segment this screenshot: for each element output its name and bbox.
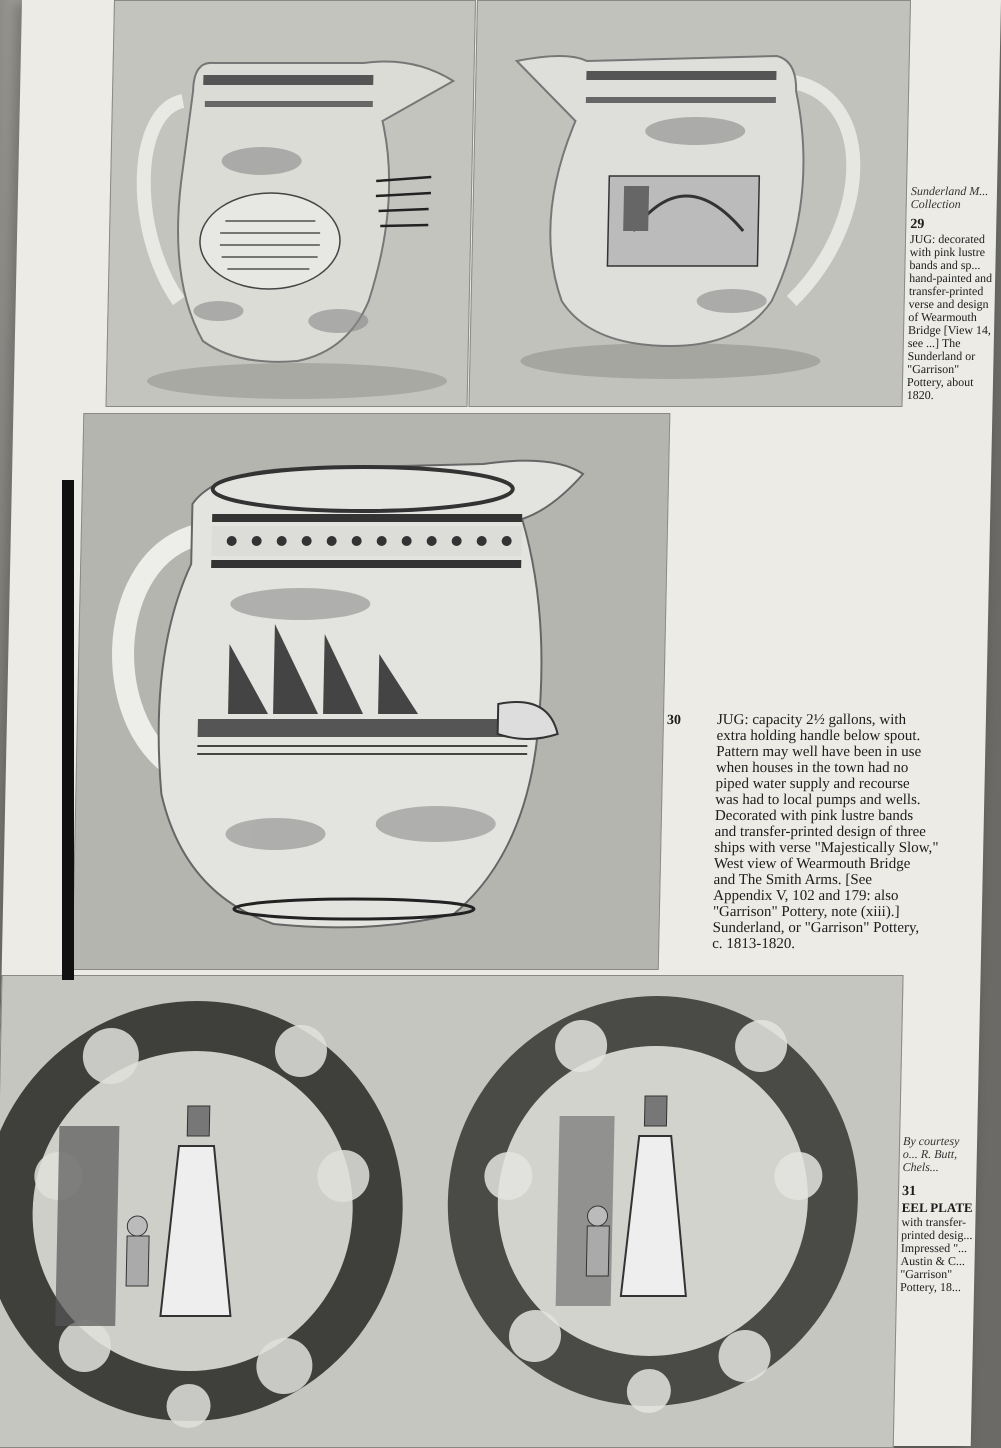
caption-31-courtesy: By courtesy o... R. Butt, Chels... [902, 1134, 960, 1174]
caption-29-text: JUG: decorated with pink lustre bands and sp... hand-painted and transfer-printed verse and design of Wearmouth Bridge [View 14, see ...] The Sunderland or "Garrison" Pottery, about 1820. [906, 232, 993, 402]
caption-30-line: when houses in the town had no [715, 760, 909, 776]
caption-29-number: 29 [910, 217, 925, 232]
caption-30-line: was had to local pumps and wells. [715, 792, 921, 808]
caption-29-collection: Sunderland M... Collection [910, 184, 989, 211]
caption-30-line: piped water supply and recourse [715, 776, 910, 792]
caption-30-line: Decorated with pink lustre bands [714, 808, 914, 824]
caption-30-line: JUG: capacity 2½ gallons, with [716, 712, 907, 728]
caption-30-line: and transfer-printed design of three [714, 824, 927, 840]
caption-31 [900, 1135, 977, 1294]
caption-30-line: Pattern may well have been in use [716, 744, 922, 760]
caption-30-line: and The Smith Arms. [See [713, 872, 873, 888]
caption-31-number: 31 [901, 1184, 917, 1199]
caption-30-line: c. 1813-1820. [712, 936, 796, 952]
caption-30-line: ships with verse "Majestically Slow," [714, 840, 939, 856]
caption-30-line: extra holding handle below spout. [716, 728, 921, 744]
caption-30-line: Sunderland, or "Garrison" Pottery, [712, 920, 920, 936]
photo-large-jug-ships [72, 413, 671, 970]
photo-eel-plates [0, 975, 904, 1448]
photo-jug-verse [105, 0, 476, 407]
caption-31-line: with transfer- [901, 1215, 967, 1229]
caption-30-number: 30 [666, 713, 682, 728]
caption-31-line: Impressed "... [900, 1241, 968, 1255]
caption-31-line: Austin & C... [900, 1254, 966, 1268]
caption-30-line: "Garrison" Pottery, note (xiii).] [712, 904, 900, 920]
caption-31-line: Pottery, 18... [899, 1280, 962, 1294]
caption-31-line: printed desig... [900, 1228, 973, 1242]
caption-30-line: Appendix V, 102 and 179: also [713, 888, 899, 904]
caption-29 [907, 185, 998, 402]
caption-30 [662, 712, 967, 952]
binding-shadow [62, 480, 74, 980]
caption-30-text [712, 712, 967, 952]
photo-jug-bridge [468, 0, 911, 407]
caption-31-title: EEL PLATE [901, 1200, 973, 1215]
caption-31-line: "Garrison" [900, 1267, 953, 1281]
caption-30-line: West view of Wearmouth Bridge [713, 856, 911, 872]
